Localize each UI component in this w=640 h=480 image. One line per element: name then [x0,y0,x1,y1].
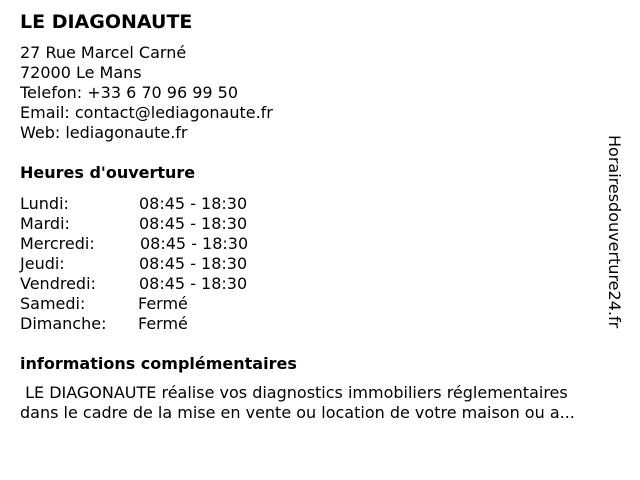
site-watermark: Horairesdouverture24.fr [605,135,624,329]
day-hours: Fermé [138,294,188,313]
day-label: Jeudi: [20,254,65,273]
email-address[interactable]: Email: contact@lediagonaute.fr [20,103,273,122]
description-line-1: LE DIAGONAUTE réalise vos diagnostics immobiliers réglementaires [20,383,568,402]
day-hours: 08:45 - 18:30 [139,214,248,233]
hours-row-tuesday [20,214,320,234]
description-line-2: dans le cadre de la mise en vente ou location de votre maison ou a... [20,403,575,422]
day-label: Dimanche: [20,314,107,333]
contact-block [20,43,273,143]
additional-info-heading: informations complémentaires [20,354,297,373]
day-label: Samedi: [20,294,86,313]
address-city: 72000 Le Mans [20,63,142,82]
hours-row-friday [20,274,320,294]
day-label: Vendredi: [20,274,96,293]
day-hours: 08:45 - 18:30 [140,234,249,253]
day-hours: 08:45 - 18:30 [139,254,248,273]
address-street: 27 Rue Marcel Carné [20,43,187,62]
hours-row-sunday [20,314,320,334]
day-label: Lundi: [20,194,69,213]
business-name: LE DIAGONAUTE [20,11,193,33]
day-hours: 08:45 - 18:30 [139,194,248,213]
day-hours: Fermé [138,314,188,333]
hours-row-saturday [20,294,320,314]
phone-number[interactable]: Telefon: +33 6 70 96 99 50 [20,83,239,102]
opening-hours-table [20,194,320,334]
website-link[interactable]: Web: lediagonaute.fr [20,123,188,142]
day-hours: 08:45 - 18:30 [139,274,248,293]
day-label: Mardi: [20,214,70,233]
opening-hours-heading: Heures d'ouverture [20,163,196,182]
day-label: Mercredi: [20,234,95,253]
hours-row-wednesday [20,234,320,254]
hours-row-thursday [20,254,320,274]
business-description [20,383,630,423]
hours-row-monday [20,194,320,214]
